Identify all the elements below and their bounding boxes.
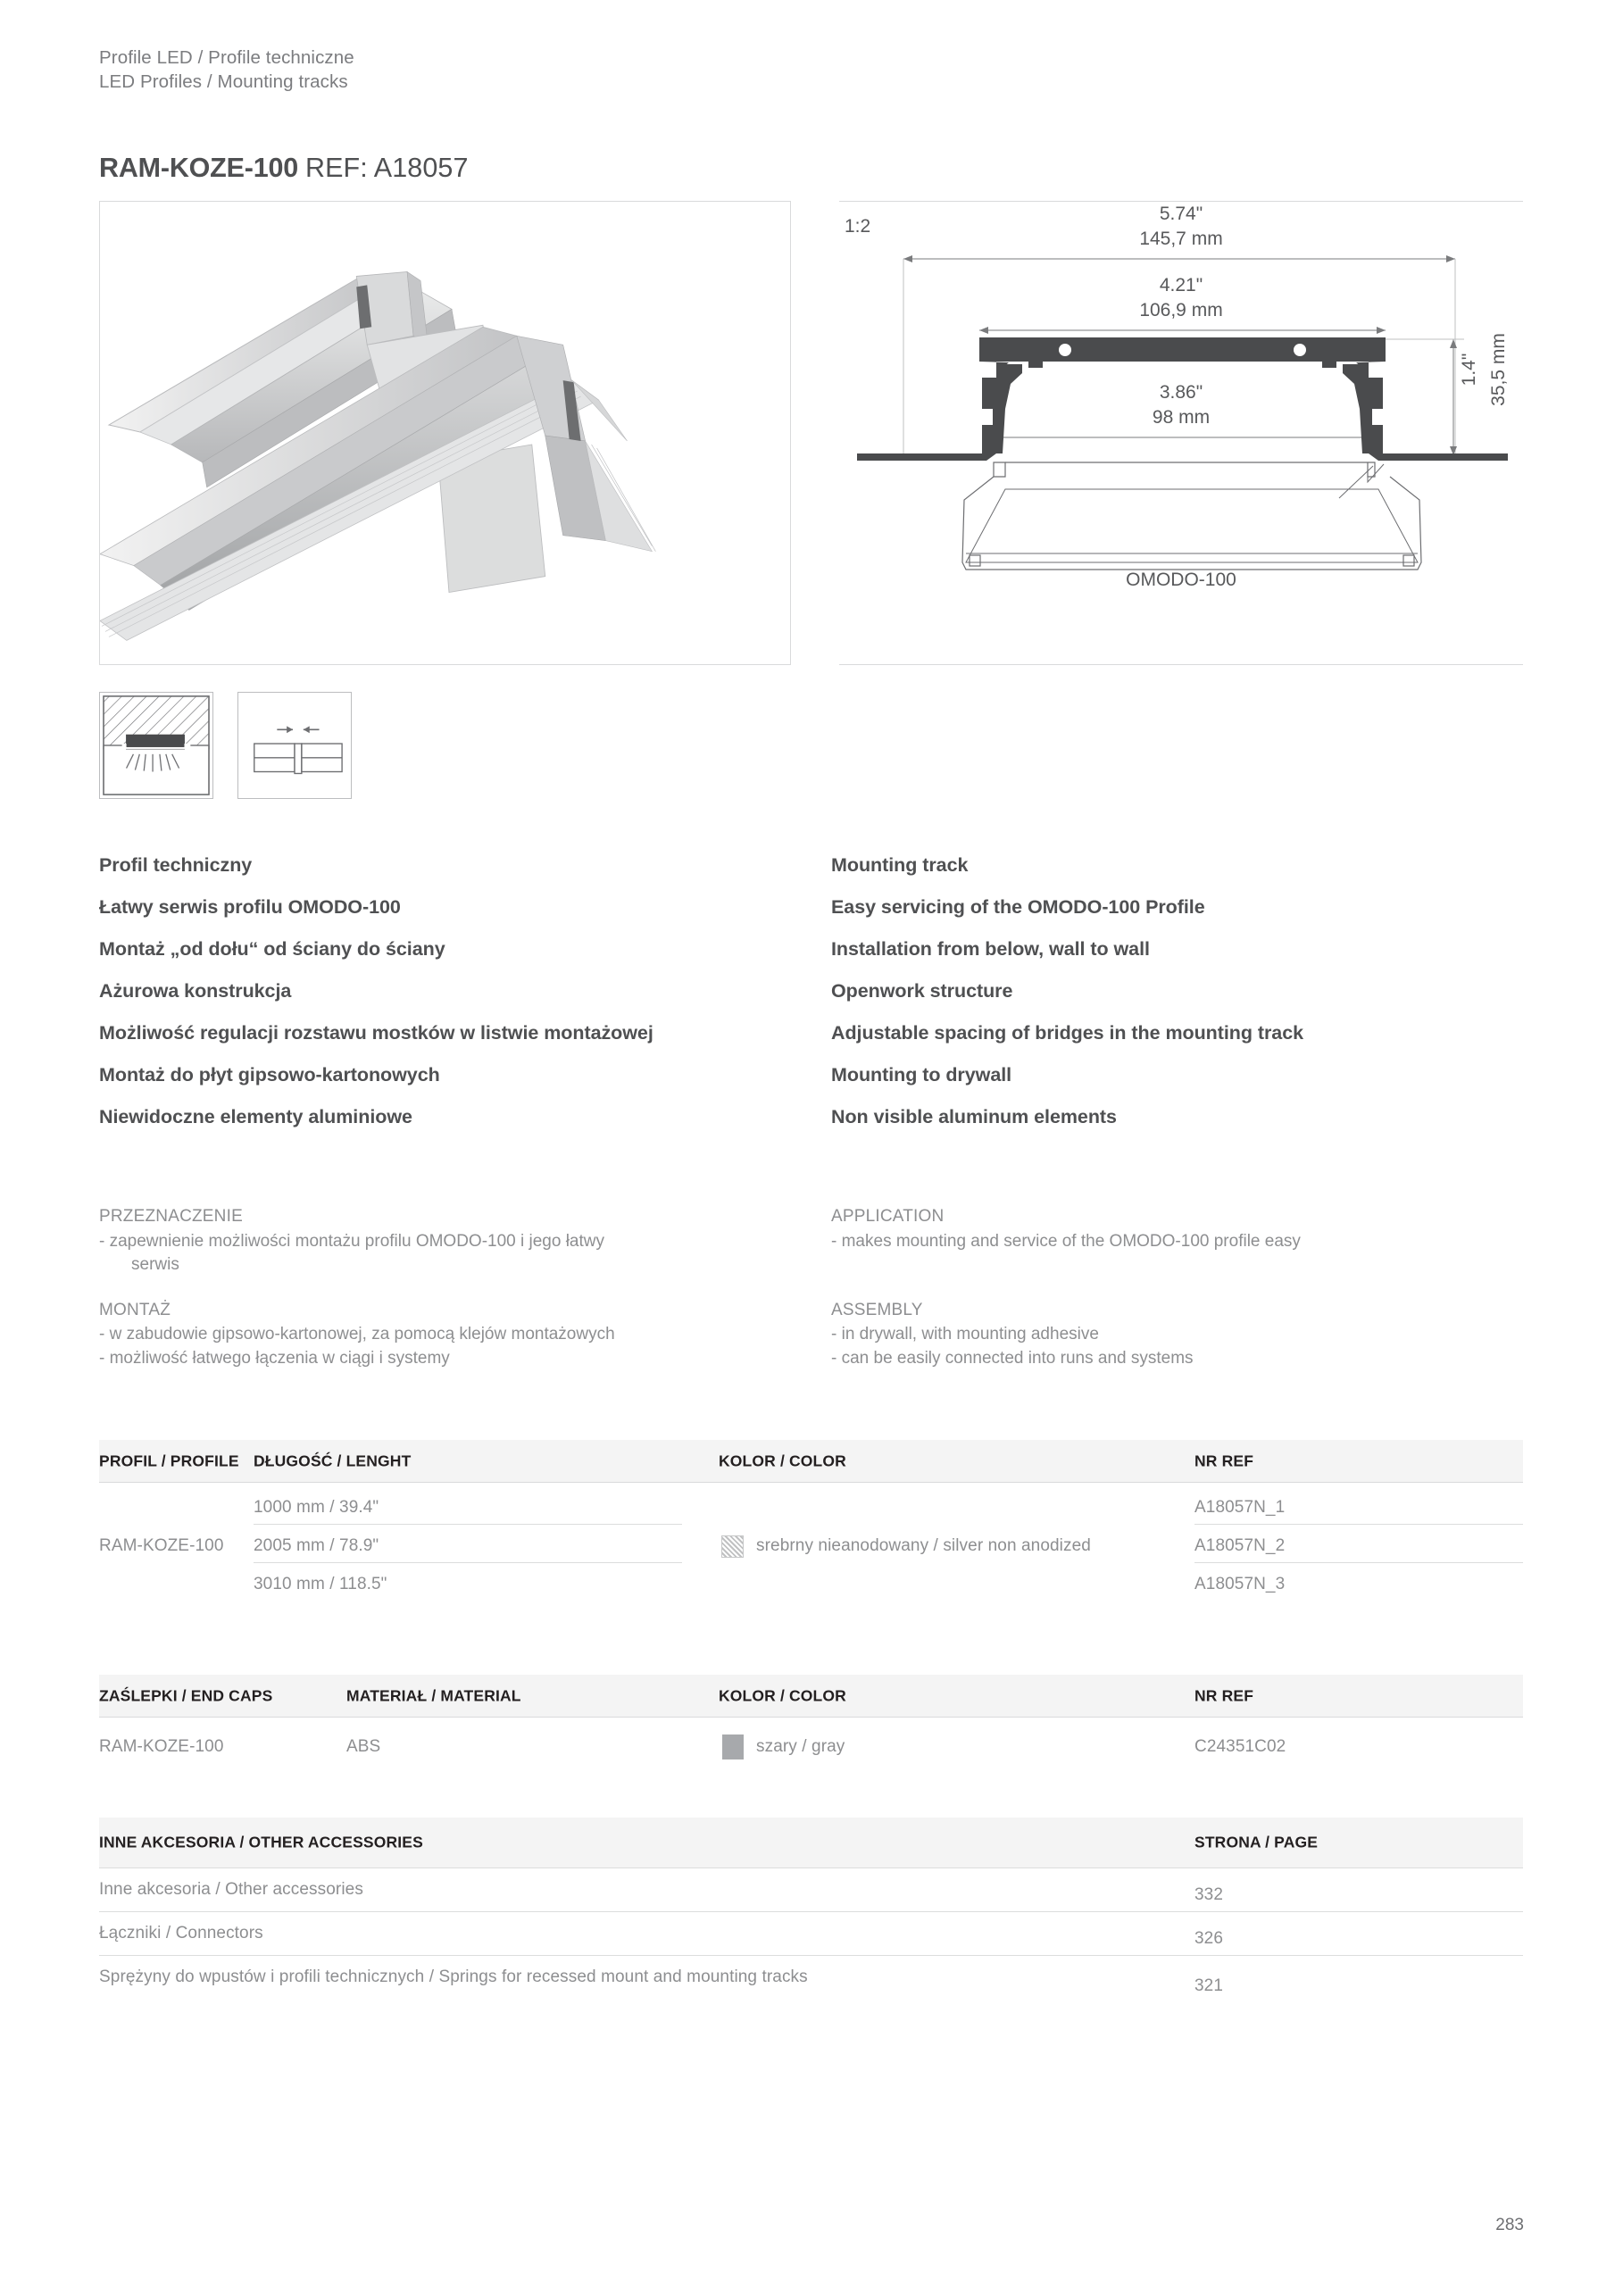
svg-text:3.86": 3.86"	[1159, 382, 1203, 403]
features-list-en	[831, 853, 1474, 1146]
svg-text:OMODO-100: OMODO-100	[1126, 570, 1236, 590]
cell-accessory-name-3[interactable]: Sprężyny do wpustów i profili technicznych / Springs for recessed mount and mounting tracks	[99, 1967, 808, 1986]
recessed-drywall-mount-icon	[99, 692, 213, 799]
cell-ref-3: A18057N_3	[1194, 1575, 1286, 1593]
header-profile: PROFIL / PROFILE	[99, 1452, 239, 1469]
feature-icons	[99, 692, 352, 799]
feature-en-1: Mounting track	[831, 854, 969, 876]
svg-text:106,9 mm: 106,9 mm	[1139, 300, 1223, 320]
cell-ref-2: A18057N_2	[1194, 1536, 1286, 1555]
product-ref: REF: A18057	[304, 153, 469, 183]
cell-endcap-ref: C24351C02	[1194, 1737, 1286, 1756]
row-divider	[99, 1911, 1523, 1912]
header-length: DŁUGOŚĆ / LENGHT	[254, 1452, 412, 1469]
features-list-pl	[99, 853, 742, 1146]
assembly-heading-en: ASSEMBLY	[831, 1300, 923, 1319]
description-pl	[99, 1205, 751, 1392]
cell-accessory-page-2[interactable]: 326	[1194, 1929, 1224, 1948]
cell-accessory-page-1[interactable]: 332	[1194, 1885, 1224, 1904]
description-en	[831, 1205, 1483, 1392]
assembly-text-pl-1: - w zabudowie gipsowo-kartonowej, za pomocą klejów montażowych	[99, 1325, 615, 1343]
row-divider	[1194, 1524, 1523, 1525]
cell-endcap-name: RAM-KOZE-100	[99, 1737, 224, 1756]
color-swatch-silver	[721, 1535, 744, 1558]
header-accessories: INNE AKCESORIA / OTHER ACCESSORIES	[99, 1833, 423, 1851]
header-endcaps: ZAŚLEPKI / END CAPS	[99, 1686, 273, 1704]
row-divider	[99, 1955, 1523, 1956]
product-photo	[99, 201, 791, 665]
feature-en-3: Installation from below, wall to wall	[831, 938, 1150, 960]
breadcrumb-line-2: LED Profiles / Mounting tracks	[99, 71, 348, 92]
assembly-text-en-1: - in drywall, with mounting adhesive	[831, 1325, 1099, 1343]
header-color: KOLOR / COLOR	[719, 1452, 846, 1469]
assembly-block-en	[831, 1299, 1483, 1371]
feature-pl-5: Możliwość regulacji rozstawu mostków w listwie montażowej	[99, 1022, 653, 1044]
cell-profile-name: RAM-KOZE-100	[99, 1536, 224, 1555]
cell-ref-1: A18057N_1	[1194, 1498, 1286, 1517]
breadcrumb	[99, 46, 354, 94]
product-model: RAM-KOZE-100	[99, 153, 298, 183]
row-divider	[1194, 1562, 1523, 1563]
cell-length-2: 2005 mm / 78.9"	[254, 1536, 379, 1555]
application-heading-pl: PRZEZNACZENIE	[99, 1207, 243, 1226]
cell-accessory-name-2[interactable]: Łączniki / Connectors	[99, 1924, 263, 1942]
feature-en-4: Openwork structure	[831, 980, 1013, 1002]
profile-table-header	[99, 1440, 1523, 1483]
feature-en-5: Adjustable spacing of bridges in the mounting track	[831, 1022, 1304, 1044]
accessories-table-body	[99, 1868, 1523, 2006]
feature-pl-7: Niewidoczne elementy aluminiowe	[99, 1106, 412, 1127]
header-ref: NR REF	[1194, 1686, 1254, 1704]
tech-drawing-bottom-rule	[839, 664, 1523, 665]
cell-accessory-page-3[interactable]: 321	[1194, 1976, 1224, 1995]
svg-text:4.21": 4.21"	[1159, 275, 1203, 295]
svg-text:35,5 mm: 35,5 mm	[1488, 333, 1509, 406]
row-divider	[254, 1524, 682, 1525]
application-text-pl-cont: serwis	[131, 1255, 179, 1274]
color-swatch-gray	[722, 1734, 744, 1759]
cell-color-label: srebrny nieanodowany / silver non anodized	[756, 1536, 1091, 1555]
application-block-pl	[99, 1205, 751, 1277]
feature-pl-6: Montaż do płyt gipsowo-kartonowych	[99, 1064, 440, 1086]
feature-pl-4: Ażurowa konstrukcja	[99, 980, 292, 1002]
header-ref: NR REF	[1194, 1452, 1254, 1469]
header-material: MATERIAŁ / MATERIAL	[346, 1686, 521, 1704]
endcaps-table-header	[99, 1675, 1523, 1718]
endcaps-table	[99, 1675, 1523, 1776]
cell-length-1: 1000 mm / 39.4"	[254, 1498, 379, 1517]
accessories-table	[99, 1818, 1523, 2006]
cell-length-3: 3010 mm / 118.5"	[254, 1575, 387, 1593]
breadcrumb-line-1: Profile LED / Profile techniczne	[99, 47, 354, 68]
application-text-pl: - zapewnienie możliwości montażu profilu OMODO-100 i jego łatwy	[99, 1231, 605, 1251]
feature-pl-3: Montaż „od dołu“ od ściany do ściany	[99, 938, 445, 960]
application-block-en	[831, 1205, 1483, 1277]
svg-text:5.74": 5.74"	[1159, 204, 1203, 224]
cell-accessory-name-1[interactable]: Inne akcesoria / Other accessories	[99, 1880, 363, 1899]
page-number: 283	[1495, 2216, 1524, 2234]
feature-en-2: Easy servicing of the OMODO-100 Profile	[831, 896, 1205, 918]
svg-text:145,7 mm: 145,7 mm	[1139, 229, 1223, 249]
feature-en-6: Mounting to drywall	[831, 1064, 1012, 1086]
endcaps-table-body	[99, 1718, 1523, 1776]
row-divider	[254, 1562, 682, 1563]
assembly-heading-pl: MONTAŻ	[99, 1300, 171, 1319]
cell-endcap-material: ABS	[346, 1737, 381, 1756]
application-heading-en: APPLICATION	[831, 1207, 945, 1226]
profile-table-body	[99, 1483, 1523, 1596]
svg-text:98 mm: 98 mm	[1152, 407, 1211, 428]
application-text-en: - makes mounting and service of the OMODO-100 profile easy	[831, 1231, 1301, 1251]
feature-pl-2: Łatwy serwis profilu OMODO-100	[99, 896, 401, 918]
feature-pl-1: Profil techniczny	[99, 854, 253, 876]
assembly-text-en-2: - can be easily connected into runs and systems	[831, 1348, 1194, 1368]
svg-text:1.4": 1.4"	[1459, 353, 1479, 387]
feature-en-7: Non visible aluminum elements	[831, 1106, 1117, 1127]
assembly-block-pl	[99, 1299, 751, 1371]
header-color: KOLOR / COLOR	[719, 1686, 846, 1704]
assembly-text-pl-2: - możliwość łatwego łączenia w ciągi i systemy	[99, 1348, 450, 1368]
profile-table	[99, 1440, 1523, 1596]
technical-drawing	[839, 195, 1523, 659]
accessories-table-header	[99, 1818, 1523, 1868]
drawing-scale: 1:2	[845, 216, 871, 237]
page-title	[99, 152, 469, 184]
header-page: STRONA / PAGE	[1194, 1833, 1319, 1851]
cell-endcap-color: szary / gray	[756, 1737, 845, 1756]
connector-joining-icon	[237, 692, 352, 799]
